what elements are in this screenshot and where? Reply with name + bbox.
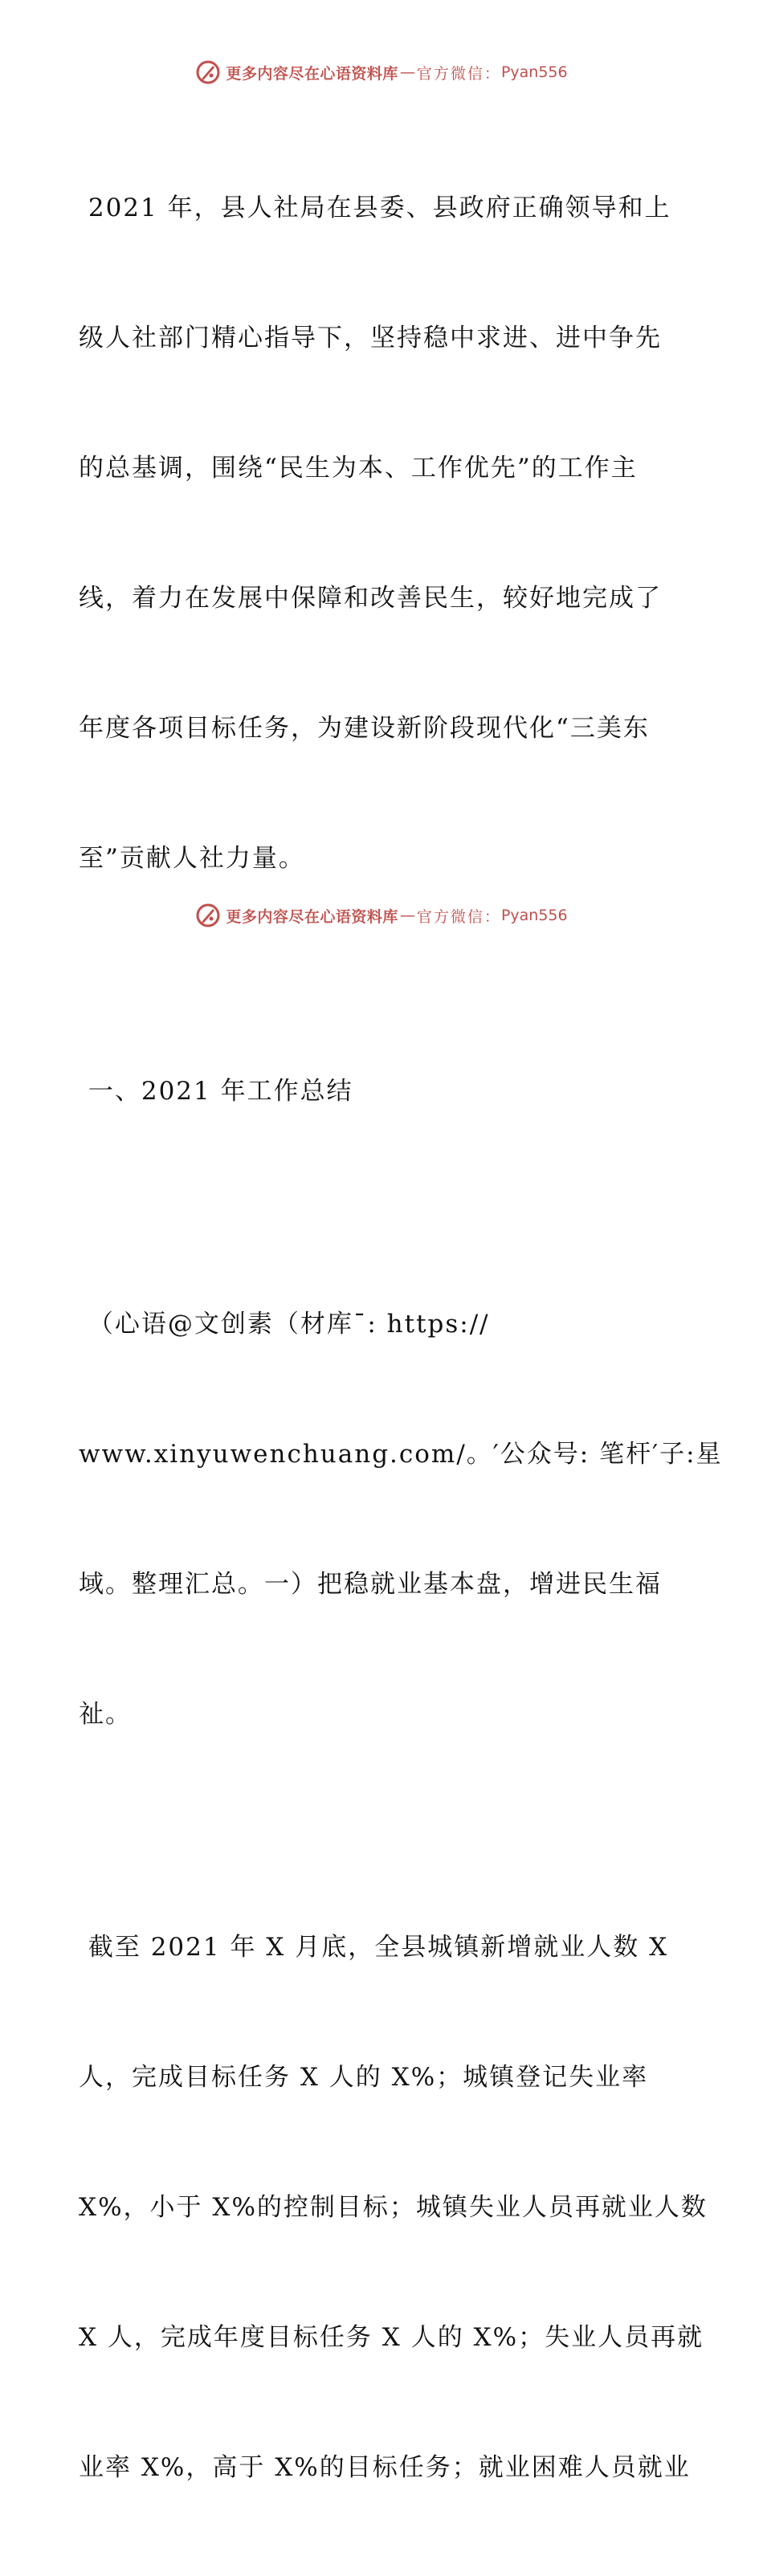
text-line: 线，着力在发展中保障和改善民生，较好地完成了 xyxy=(79,584,662,613)
heading-text: 一、2021 年工作总结 xyxy=(79,1077,353,1106)
text-line: 至”贡献人社力量。 xyxy=(79,844,305,873)
banner-wechat-id: Pyan556 xyxy=(500,907,568,924)
banner-dash: — xyxy=(399,63,415,81)
text-line: X 人，完成年度目标任务 X 人的 X%；失业人员再就 xyxy=(79,2323,704,2352)
text-line: 人，完成目标任务 X 人的 X%；城镇登记失业率 xyxy=(79,2063,649,2092)
banner-dash: — xyxy=(399,907,415,924)
text-line: 祉。 xyxy=(79,1700,132,1729)
text-line: 域。整理汇总。一）把稳就业基本盘，增进民生福 xyxy=(79,1570,662,1599)
quill-logo-icon xyxy=(195,903,221,928)
text-line: 年度各项目标任务，为建设新阶段现代化“三美东 xyxy=(79,714,650,743)
text-line: 2021 年，县人社局在县委、县政府正确领导和上 xyxy=(79,194,671,222)
subsection-paragraph xyxy=(79,1216,723,1823)
text-line: 的总基调，围绕“民生为本、工作优先”的工作主 xyxy=(79,454,638,483)
header-banner xyxy=(0,56,763,88)
statistics-paragraph xyxy=(79,1839,708,2576)
text-line: X%，小于 X%的控制目标；城镇失业人员再就业人数 xyxy=(79,2193,708,2222)
banner-wechat-label: 官方微信： xyxy=(416,907,501,926)
document-body xyxy=(79,96,723,2576)
banner-wechat-id: Pyan556 xyxy=(500,63,568,81)
text-line: 截至 2021 年 X 月底，全县城镇新增就业人数 X xyxy=(79,1933,669,1962)
text-line: （心语@文创素（材库¯: https:// xyxy=(79,1310,490,1339)
banner-brand-text: 更多内容尽在心语资料库 xyxy=(226,907,398,926)
text-line: 级人社部门精心指导下，坚持稳中求进、进中争先 xyxy=(79,324,662,353)
intro-paragraph xyxy=(79,100,689,967)
banner-brand-text: 更多内容尽在心语资料库 xyxy=(226,64,398,83)
quill-logo-icon xyxy=(195,59,221,85)
text-line: 业率 X%，高于 X%的目标任务；就业困难人员就业 xyxy=(79,2453,691,2482)
section-heading xyxy=(79,983,689,1200)
banner-wechat-label: 官方微信： xyxy=(416,64,501,83)
text-line: www.xinyuwenchuang.com/。′公众号: 笔杆′子:星 xyxy=(79,1440,723,1469)
footer-banner xyxy=(0,899,763,931)
